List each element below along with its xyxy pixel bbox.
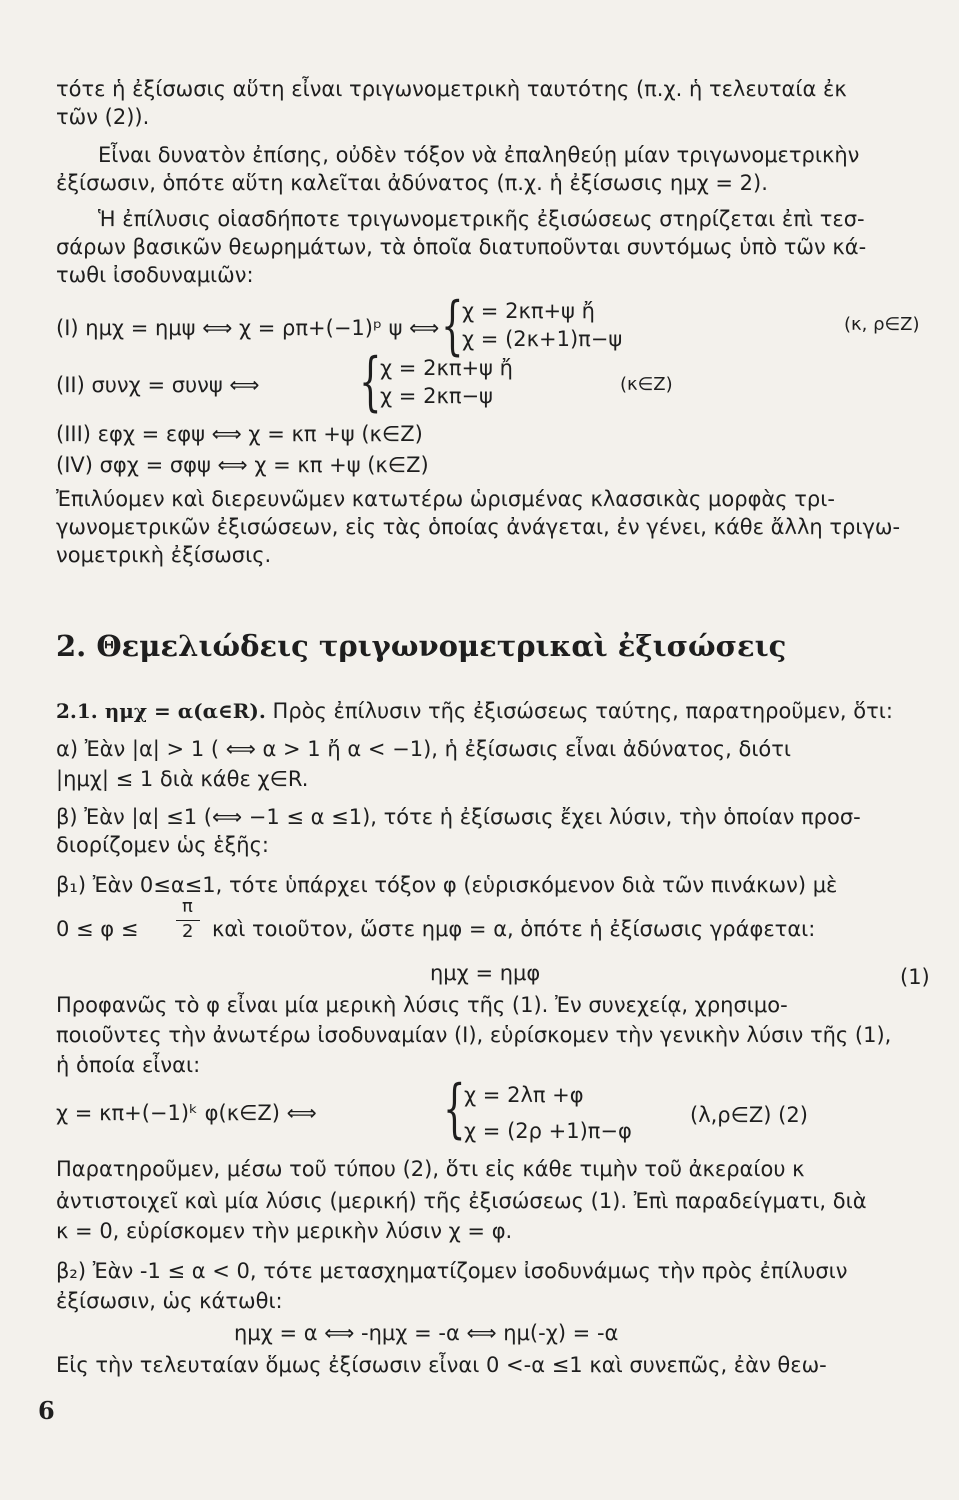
text-line	[56, 1352, 932, 1380]
left-brace-icon: {	[443, 1072, 466, 1146]
subsection-line	[56, 698, 893, 724]
text-line: διορίζομεν ὡς ἑξῆς:	[56, 833, 269, 857]
text-line: νομετρικὴ ἐξίσωσις.	[56, 543, 272, 567]
equation-2-case1: χ = 2λπ +φ	[464, 1083, 584, 1107]
text-line	[56, 1022, 932, 1050]
text-segment: Εἰς τὴν τελευταίαν ὅμως ἐξίσωσιν εἶναι 0 <-α ≤1 καὶ συνεπῶς, ἐὰν θεω-	[56, 1353, 827, 1377]
text-line: Ἡ ἐπίλυσις οἱασδήποτε τριγωνομετρικῆς ἐξισώσεως στηρίζεται ἐπὶ τεσ-	[98, 207, 865, 231]
text-line: ἐξίσωσιν, ὁπότε αὕτη καλεῖται ἀδύνατος (π.χ. ἡ ἐξίσωσις ημχ = 2).	[56, 171, 768, 195]
text-line	[56, 736, 932, 764]
text-line	[56, 1188, 932, 1216]
fraction-numerator: π	[182, 896, 193, 917]
text-segment: τότε ἡ ἐξίσωσις αὕτη εἶναι τριγωνομετρικὴ ταυτότης (π.χ. ἡ τελευταία ἐκ	[56, 77, 847, 101]
text-line	[56, 804, 932, 832]
equivalence-i-case1: χ = 2κπ+ψ ἤ	[462, 299, 595, 323]
equivalence-iv: (ΙV) σφχ = σφψ ⟺ χ = κπ +ψ (κ∈Z)	[56, 453, 429, 477]
text-segment: β₁) Ἐὰν 0≤α≤1, τότε ὑπάρχει τόξον φ (εὑρισκόμενον διὰ τῶν πινάκων) μὲ	[56, 873, 838, 897]
equation-2-domain: (λ,ρ∈Z) (2)	[690, 1103, 808, 1127]
fraction-denominator: 2	[182, 921, 194, 942]
fraction-prefix: 0 ≤ φ ≤	[56, 917, 139, 941]
text-line	[56, 992, 932, 1020]
text-line: σάρων βασικῶν θεωρημάτων, τὰ ὁποῖα διατυποῦνται συντόμως ὑπὸ τῶν κά-	[56, 235, 867, 259]
subsection-title: 2.1. ημχ = α(α∈R).	[56, 699, 266, 723]
left-brace-icon: {	[441, 289, 464, 363]
text-line: τωθι ἰσοδυναμιῶν:	[56, 263, 254, 287]
equation-2-left: χ = κπ+(−1)ᵏ φ(κ∈Z) ⟺	[56, 1101, 317, 1125]
equation-2-case2: χ = (2ρ +1)π−φ	[464, 1119, 632, 1143]
text-line	[56, 514, 932, 542]
equivalence-iii: (ΙΙΙ) εφχ = εφψ ⟺ χ = κπ +ψ (κ∈Z)	[56, 422, 423, 446]
text-line	[56, 486, 932, 514]
equation-1: ημχ = ημφ	[430, 961, 541, 985]
equivalence-ii-domain: (κ∈Z)	[620, 374, 673, 395]
text-line: Εἶναι δυνατὸν ἐπίσης, οὐδὲν τόξον νὰ ἐπαληθεύῃ μίαν τριγωνομετρικὴν	[98, 143, 860, 167]
page-number: 6	[38, 1396, 55, 1425]
text-line	[56, 1156, 932, 1184]
text-line: ἐξίσωσιν, ὡς κάτωθι:	[56, 1289, 283, 1313]
text-segment: β) Ἐὰν |α| ≤1 (⟺ −1 ≤ α ≤1), τότε ἡ ἐξίσωσις ἔχει λύσιν, τὴν ὁποίαν προσ-	[56, 805, 861, 829]
text-line	[56, 1258, 932, 1286]
equation-3: ημχ = α ⟺ -ημχ = -α ⟺ ημ(-χ) = -α	[234, 1321, 619, 1345]
text-line: ἡ ὁποία εἶναι:	[56, 1053, 201, 1077]
section-title: 2. Θεμελιώδεις τριγωνομετρικαὶ ἐξισώσεις	[56, 629, 787, 663]
equivalence-i-domain: (κ, ρ∈Z)	[844, 314, 920, 335]
text-segment: γωνομετρικῶν ἐξισώσεων, εἰς τὰς ὁποίας ἀνάγεται, ἐν γένει, κάθε ἄλλη τριγω-	[56, 515, 901, 539]
equivalence-ii-case2: χ = 2κπ−ψ	[380, 384, 493, 408]
equivalence-ii-case1: χ = 2κπ+ψ ἤ	[380, 356, 513, 380]
equation-1-tag: (1)	[900, 965, 930, 989]
text-line: |ημχ| ≤ 1 διὰ κάθε χ∈R.	[56, 767, 309, 791]
text-line: καὶ τοιοῦτον, ὥστε ημφ = α, ὁπότε ἡ ἐξίσωσις γράφεται:	[212, 917, 816, 941]
text-line: τῶν (2)).	[56, 105, 150, 129]
equivalence-ii-left: (ΙΙ) συνχ = συνψ ⟺	[56, 373, 260, 397]
text-segment: ἀντιστοιχεῖ καὶ μία λύσις (μερική) τῆς ἐξισώσεως (1). Ἐπὶ παραδείγματι, διὰ	[56, 1189, 867, 1213]
text-segment: ποιοῦντες τὴν ἀνωτέρω ἰσοδυναμίαν (Ι), εὑρίσκομεν τὴν γενικὴν λύσιν τῆς (1),	[56, 1023, 892, 1047]
text-segment: Πρὸς ἐπίλυσιν τῆς ἐξισώσεως ταύτης, παρατηροῦμεν, ὅτι:	[272, 699, 893, 723]
text-line: κ = 0, εὑρίσκομεν τὴν μερικὴν λύσιν χ = φ.	[56, 1219, 513, 1243]
text-line	[56, 76, 932, 104]
text-segment: Προφανῶς τὸ φ εἶναι μία μερικὴ λύσις τῆς (1). Ἐν συνεχείᾳ, χρησιμο-	[56, 993, 788, 1017]
text-segment: β₂) Ἐὰν -1 ≤ α < 0, τότε μετασχηματίζομεν ἰσοδυνάμως τὴν πρὸς ἐπίλυσιν	[56, 1259, 848, 1283]
text-segment: Ἐπιλύομεν καὶ διερευνῶμεν κατωτέρω ὡρισμένας κλασσικὰς μορφὰς τρι-	[56, 487, 835, 511]
equivalence-i-case2: χ = (2κ+1)π−ψ	[462, 327, 623, 351]
left-brace-icon: {	[359, 345, 382, 419]
text-segment: Παρατηροῦμεν, μέσω τοῦ τύπου (2), ὅτι εἰς κάθε τιμὴν τοῦ ἀκεραίου κ	[56, 1157, 805, 1181]
text-segment: α) Ἐὰν |α| > 1 ( ⟺ α > 1 ἤ α < −1), ἡ ἐξίσωσις εἶναι ἀδύνατος, διότι	[56, 737, 792, 761]
equivalence-i-left: (Ι) ημχ = ημψ ⟺ χ = ρπ+(−1)ᵖ ψ ⟺	[56, 316, 440, 340]
